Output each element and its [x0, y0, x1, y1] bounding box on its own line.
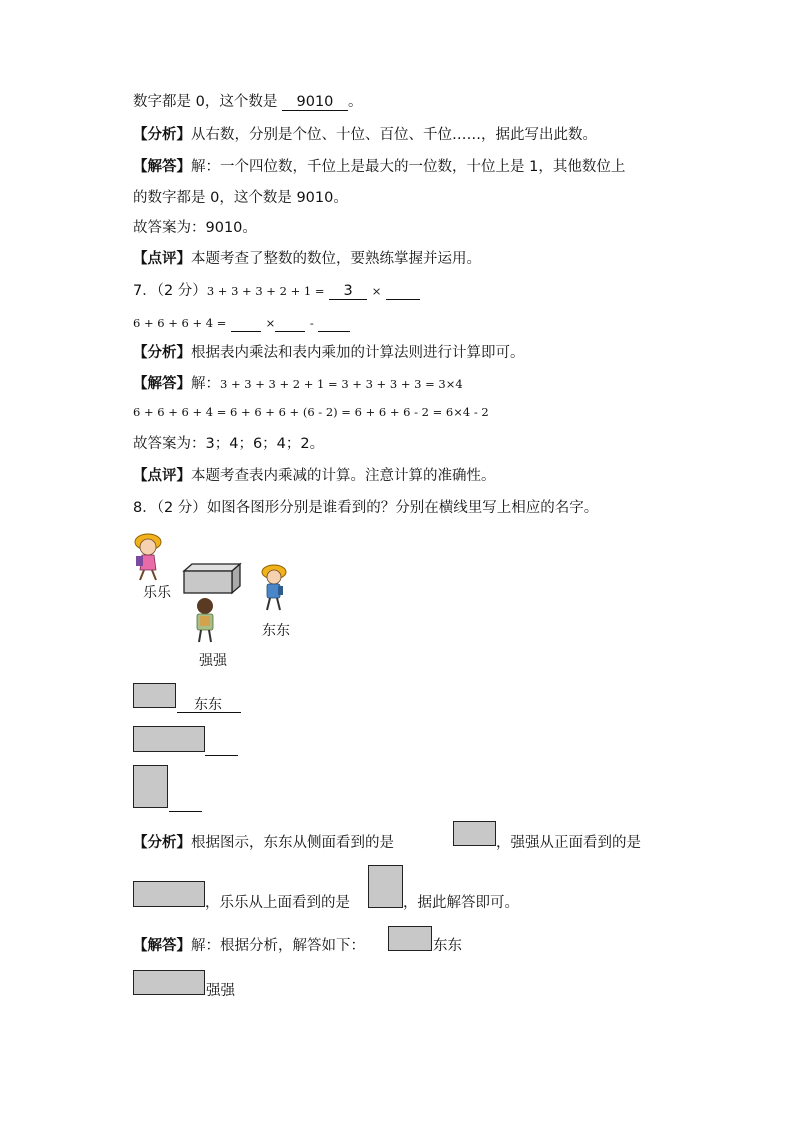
- label-dongdong: 东东: [262, 623, 290, 639]
- label-lele: 乐乐: [143, 585, 171, 601]
- question-8: 8．（2 分）如图各图形分别是谁看到的？分别在横线里写上相应的名字。: [133, 500, 599, 516]
- solution-side-view: [388, 926, 432, 951]
- dongdong-figure: [262, 565, 286, 610]
- answer-blank: 9010: [282, 94, 348, 111]
- q7-final-answer: 故答案为：3；4；6；4；2。: [133, 436, 325, 452]
- answer-name-1: 东东: [194, 697, 222, 713]
- question-7: 7．（2 分）3 + 3 + 3 + 2 + 1 = 3 ×: [133, 281, 420, 301]
- q7-comment: 【点评】本题考查表内乘减的计算。注意计算的准确性。: [133, 468, 496, 484]
- q7-solution-2: 6 + 6 + 6 + 4 = 6 + 6 + 6 + (6 - 2) = 6 + 6 + 6 - 2 = 6×4 - 2: [133, 405, 489, 419]
- q8-analysis-part4: ，据此解答即可。: [403, 895, 519, 911]
- q7-blank-3: [231, 315, 261, 332]
- line-answer-9010: 数字都是 0，这个数是 9010 。: [133, 94, 363, 110]
- comment-line: 【点评】本题考查了整数的数位，要熟练掌握并运用。: [133, 251, 481, 267]
- q8-analysis-part2: ，强强从正面看到的是: [496, 835, 641, 851]
- solution-name-1: 东东: [433, 938, 462, 954]
- inline-side-view: [453, 821, 496, 846]
- inline-top-view: [368, 865, 403, 908]
- solution-name-2: 强强: [206, 983, 235, 999]
- q8-analysis-part1: 【分析】根据图示，东东从侧面看到的是: [133, 835, 394, 851]
- front-view-rectangle: [133, 726, 205, 752]
- analysis-line: 【分析】从右数，分别是个位、十位、百位、千位……，据此写出此数。: [133, 127, 597, 143]
- label-qiangqiang: 强强: [199, 653, 227, 669]
- solution-line: 【解答】解：一个四位数，千位上是最大的一位数，十位上是 1，其他数位上: [133, 159, 626, 175]
- answer-blank-2: [205, 755, 238, 756]
- q8-analysis-part3: ，乐乐从上面看到的是: [205, 895, 350, 911]
- q7-blank-5: [318, 315, 350, 332]
- answer-blank-1: [177, 712, 241, 713]
- side-view-square: [133, 683, 176, 708]
- inline-front-view: [133, 881, 205, 907]
- q7-blank-4: [275, 315, 305, 332]
- final-answer: 故答案为：9010。: [133, 220, 257, 236]
- cuboid-object: [184, 564, 240, 593]
- question-7-line-2: 6 + 6 + 6 + 4 = × -: [133, 313, 350, 333]
- qiangqiang-figure: [197, 598, 213, 642]
- q7-analysis: 【分析】根据表内乘法和表内乘加的计算法则进行计算即可。: [133, 345, 525, 361]
- q7-solution: 【解答】解：3 + 3 + 3 + 2 + 1 = 3 + 3 + 3 + 3 = 3×4: [133, 376, 463, 392]
- solution-front-view: [133, 970, 205, 995]
- lele-figure: [135, 534, 161, 580]
- answer-blank-3: [169, 811, 202, 812]
- q8-solution: 【解答】解：根据分析，解答如下：: [133, 938, 365, 954]
- q7-blank-2: [386, 283, 420, 300]
- solution-line-2: 的数字都是 0，这个数是 9010。: [133, 190, 348, 206]
- q7-blank-1: 3: [329, 283, 367, 300]
- top-view-rectangle: [133, 765, 168, 808]
